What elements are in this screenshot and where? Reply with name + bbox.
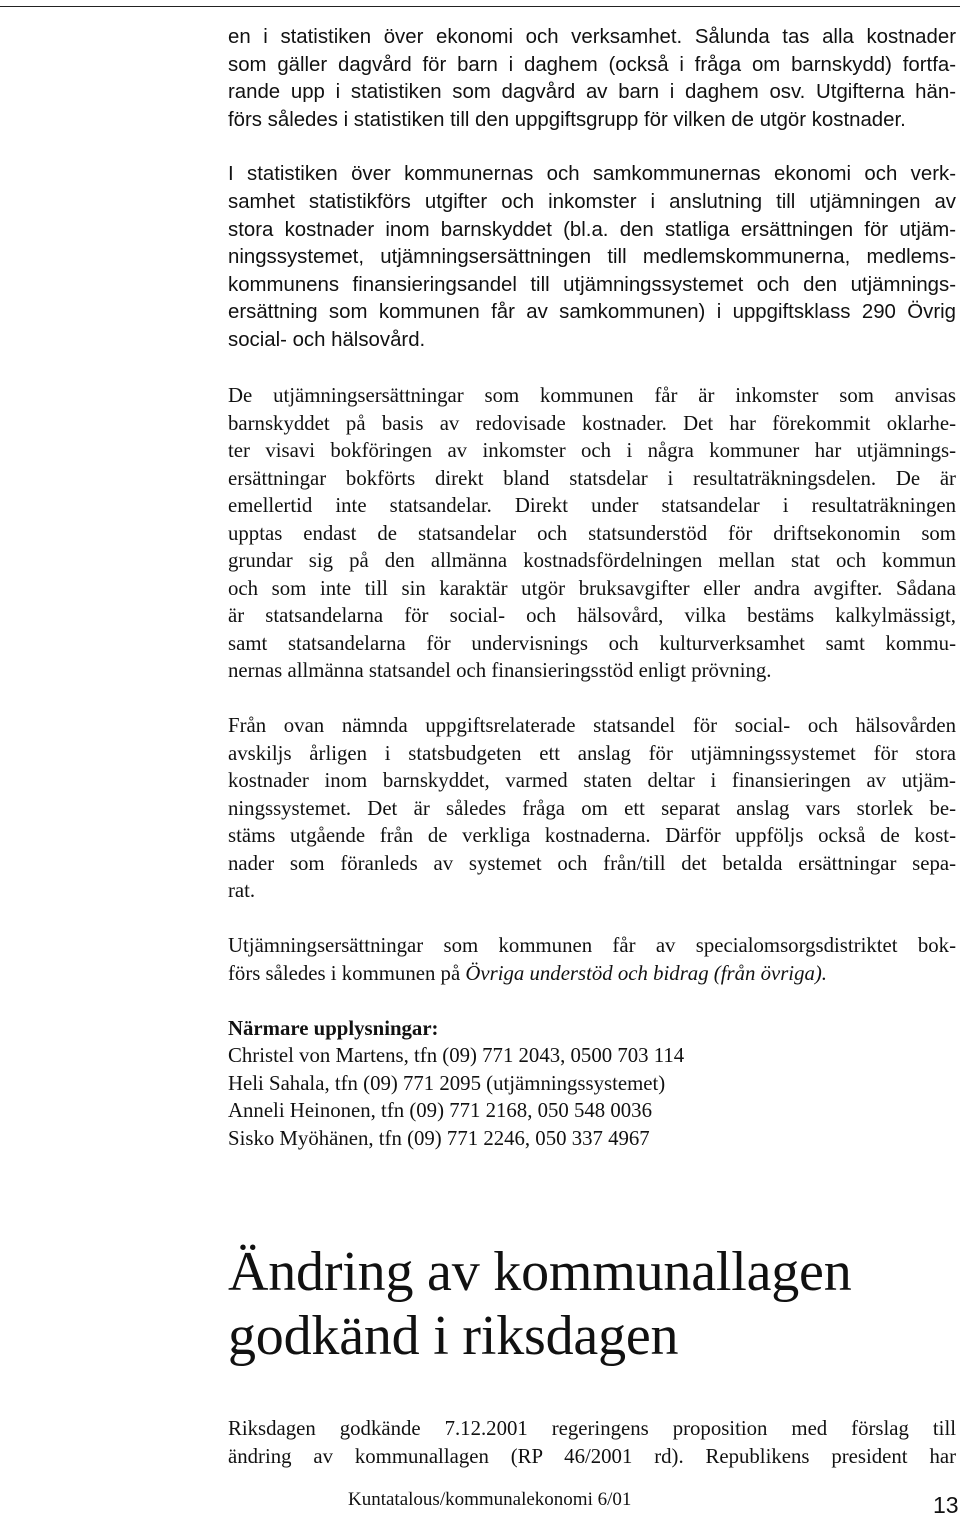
text-line: De utjämningsersättningar som kommunen får är inkomster som anvisas [228, 384, 956, 408]
headline-line: godkänd i riksdagen [228, 1305, 679, 1368]
contacts-block [228, 1015, 956, 1153]
text-line: ändring av kommunallagen (RP 46/2001 rd). Republikens president har [228, 1444, 956, 1468]
footer-publication: Kuntatalous/kommunalekonomi 6/01 [348, 1489, 632, 1510]
text-line: upptas endast de statsandelar och statsunderstöd för driftsekonomin som [228, 521, 956, 545]
text-line: och som inte till sin karaktär utgör bruksavgifter eller andra avgifter. Sådana [228, 576, 956, 600]
text-line: ningssystemet. Det är således fråga om ett separat anslag vars storlek be- [228, 796, 956, 820]
contacts-heading: Närmare upplysningar: [228, 1016, 439, 1040]
text-line: kostnader inom barnskyddet, varmed staten deltar i finansieringen av utjäm- [228, 769, 956, 793]
header-rule [0, 6, 960, 7]
text-line [228, 960, 956, 988]
text-line: ter visavi bokföringen av inkomster och i några kommuner har utjämnings- [228, 439, 956, 463]
text-line: nernas allmänna statsandel och finansieringsstöd enligt prövning. [228, 659, 772, 683]
contact-line: Sisko Myöhänen, tfn (09) 771 2246, 050 337 4967 [228, 1126, 650, 1150]
contact-line: Christel von Martens, tfn (09) 771 2043, 0500 703 114 [228, 1044, 685, 1068]
paragraph-state-budget [228, 712, 956, 905]
text-line: grundar sig på den allmänna kostnadsfördelningen mellan stat och kommun [228, 549, 956, 573]
text-line: rande upp i statistiken som dagvård av barn i daghem osv. Utgifterna hän- [228, 81, 956, 104]
text-line: ersättningar bokförts direkt bland statsdelar i resultaträkningsdelen. De är [228, 466, 956, 490]
article-column [228, 24, 956, 1470]
text-line: rat. [228, 879, 256, 903]
contact-line: Heli Sahala, tfn (09) 771 2095 (utjämningssystemet) [228, 1071, 666, 1095]
text-italic-account: Övriga understöd och bidrag (från övriga). [465, 961, 828, 985]
text-line: som gäller dagvård för barn i daghem (också i fråga om barnskydd) fortfa- [228, 53, 956, 76]
text-line: förs således i statistiken till den uppgiftsgrupp för vilken de utgör kostnader. [228, 108, 906, 131]
text-line: samhet statistikförs utgifter och inkomster i anslutning till utjämningen av [228, 190, 956, 213]
text-line: Riksdagen godkände 7.12.2001 regeringens proposition med förslag till [228, 1417, 956, 1441]
page-number: 13 [933, 1492, 959, 1518]
headline-line: Ändring av kommunallagen [228, 1241, 852, 1304]
paragraph-equalization-income [228, 382, 956, 685]
text-line: emellertid inte statsandelar. Direkt under statsandelar i resultaträkningen [228, 494, 956, 518]
text-line: social- och hälsovård. [228, 328, 426, 351]
text-line: kommunens finansieringsandel till utjämningssystemet och den utjämnings- [228, 273, 956, 296]
contact-line: Anneli Heinonen, tfn (09) 771 2168, 050 548 0036 [228, 1099, 652, 1123]
text-line: ningssystemet, utjämningsersättningen till medlemskommunerna, medlems- [228, 246, 956, 269]
text-line: stäms utgående från de verkliga kostnaderna. Därför uppföljs också de kost- [228, 824, 956, 848]
paragraph-special-care [228, 932, 956, 987]
text-line: Från ovan nämnda uppgiftsrelaterade statsandel för social- och hälsovården [228, 714, 956, 738]
article-headline [228, 1240, 956, 1368]
paragraph-statistics-intro [228, 24, 956, 134]
text-line: är statsandelarna för social- och hälsovård, vilka bestäms kalkylmässigt, [228, 604, 956, 628]
text-line: I statistiken över kommunernas och samkommunernas ekonomi och verk- [228, 163, 956, 186]
text-line: Utjämningsersättningar som kommunen får av specialomsorgsdistriktet bok- [228, 934, 956, 958]
text-line: ersättning som kommunen får av samkommunen) i uppgiftsklass 290 Övrig [228, 301, 956, 324]
paragraph-parliament [228, 1415, 956, 1470]
text-line: stora kostnader inom barnskyddet (bl.a. den statliga ersättningen för utjäm- [228, 218, 956, 241]
text-lead: förs således i kommunen på [228, 961, 466, 985]
text-line: nader som föranleds av systemet och från/till det betalda ersättningar sepa- [228, 851, 956, 875]
text-line: barnskyddet på basis av redovisade kostnader. Det har förekommit oklarhe- [228, 411, 956, 435]
text-line: avskiljs årligen i statsbudgeten ett anslag för utjämningssystemet för stora [228, 741, 956, 765]
text-line: en i statistiken över ekonomi och verksamhet. Sålunda tas alla kostnader [228, 26, 956, 48]
paragraph-statistics-equalization [228, 161, 956, 354]
text-line: samt statsandelarna för undervisnings och kulturverksamhet samt kommu- [228, 631, 956, 655]
